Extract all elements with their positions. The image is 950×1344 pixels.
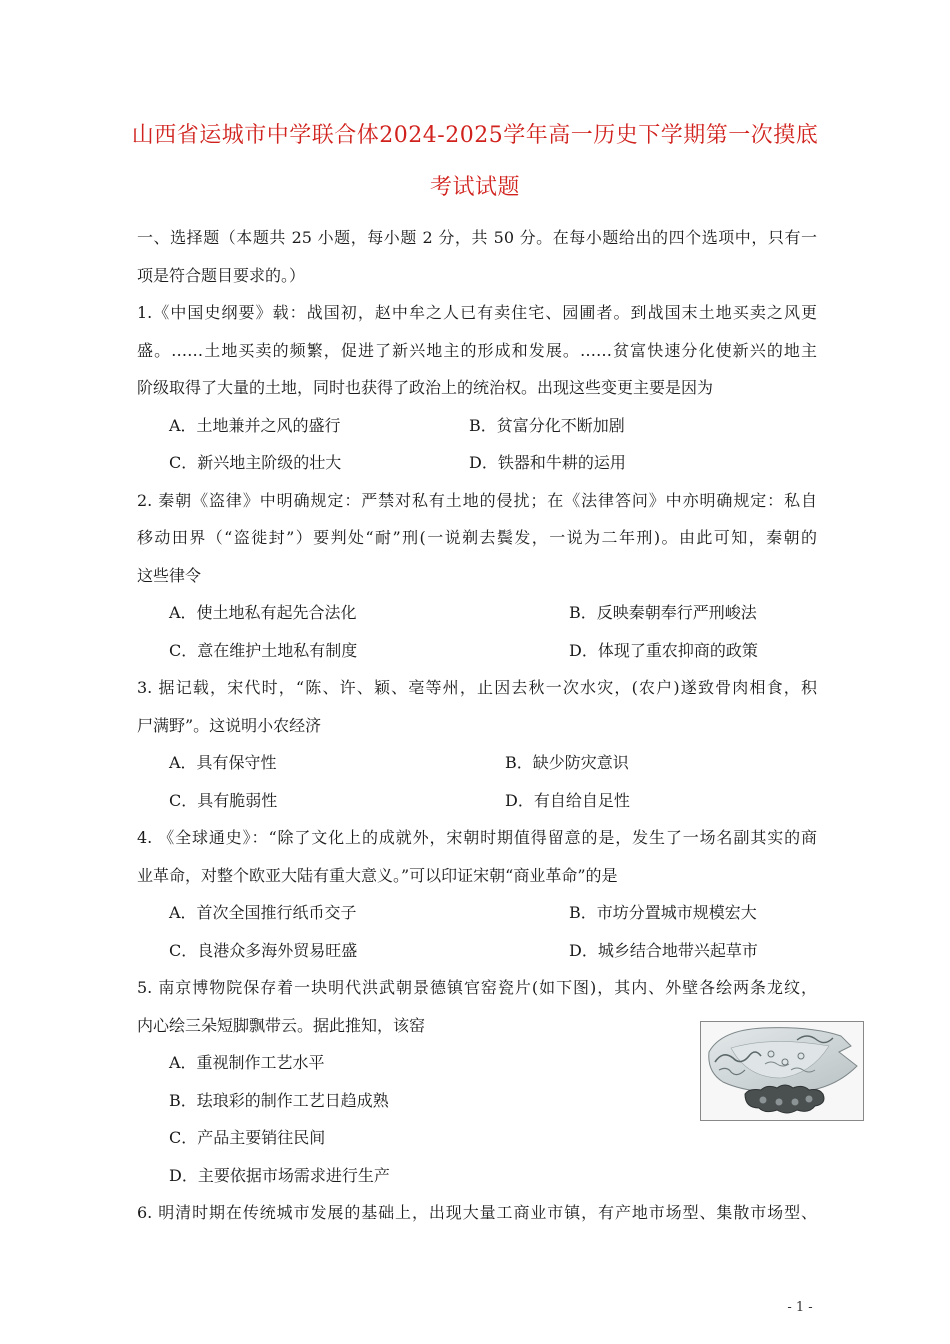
q5-option-d-row: [137, 1157, 817, 1195]
q1-stem-line-1: 1.《中国史纲要》载：战国初，赵中牟之人已有卖住宅、园圃者。到战国末土地买卖之风更: [137, 303, 817, 322]
q3-option-a[interactable]: A．具有保守性: [169, 753, 277, 772]
q1-options-row-1: [137, 407, 817, 445]
q1-option-d[interactable]: D．铁器和牛耕的运用: [469, 453, 626, 472]
q1-option-c[interactable]: C．新兴地主阶级的壮大: [169, 453, 342, 472]
page-title-line-2: 考试试题: [429, 175, 520, 200]
q4-option-d[interactable]: D．城乡结合地带兴起草市: [569, 940, 758, 960]
q6-stem-line-1: 6. 明清时期在传统城市发展的基础上，出现大量工商业市镇，有产地市场型、集散市场型、: [137, 1203, 817, 1222]
q2-option-a[interactable]: A．使土地私有起先合法化: [169, 603, 357, 622]
q2-option-d[interactable]: D．体现了重农抑商的政策: [569, 640, 758, 660]
q3-stem-line-2: 尸满野”。这说明小农经济: [137, 715, 322, 735]
q3-options-row-2: [137, 782, 817, 820]
q2-option-c[interactable]: C．意在维护土地私有制度: [169, 640, 358, 660]
q5-option-c-row: [137, 1119, 817, 1157]
q5-option-b[interactable]: B．珐琅彩的制作工艺日趋成熟: [169, 1090, 389, 1110]
q3-option-d[interactable]: D．有自给自足性: [505, 790, 630, 810]
q5-option-c[interactable]: C．产品主要销往民间: [169, 1128, 326, 1147]
q3-stem-line-1: 3. 据记载，宋代时，“陈、许、颖、亳等州，止因去秋一次水灾，(农户)遂致骨肉相食，积: [137, 678, 817, 697]
q2-stem-line-3: 这些律令: [137, 565, 202, 585]
q3-options-row-1: [137, 744, 817, 782]
page-number: - 1 -: [787, 1300, 813, 1315]
q3-option-b[interactable]: B．缺少防灾意识: [505, 753, 629, 772]
q2-stem-line-2: 移动田界（“盗徙封”）要判处“耐”刑(一说剃去鬓发，一说为二年刑)。由此可知，秦朝的: [137, 528, 817, 547]
q2-option-b[interactable]: B．反映秦朝奉行严刑峻法: [569, 603, 757, 622]
q1-options-row-2: [137, 444, 817, 482]
q1-option-a[interactable]: A．土地兼并之风的盛行: [169, 415, 341, 435]
q4-options-row-1: [137, 894, 817, 932]
q4-option-a[interactable]: A．首次全国推行纸币交子: [169, 903, 357, 922]
porcelain-shard-image: [700, 1021, 864, 1121]
porcelain-shard-icon: [701, 1022, 863, 1120]
section-instruction-line-1: 一、选择题（本题共 25 小题，每小题 2 分，共 50 分。在每小题给出的四个选项中，只有一: [137, 228, 817, 247]
q5-stem-line-2: 内心绘三朵短脚飘带云。据此推知，该窑: [137, 1015, 426, 1035]
page-title-line-1: 山西省运城市中学联合体2024-2025学年高一历史下学期第一次摸底: [131, 123, 819, 148]
q1-stem-line-3: 阶级取得了大量的土地，同时也获得了政治上的统治权。出现这些变更主要是因为: [137, 378, 714, 397]
q5-stem-line-1: 5. 南京博物院保存着一块明代洪武朝景德镇官窑瓷片(如下图)，其内、外壁各绘两条龙纹，: [137, 978, 817, 997]
q4-stem-line-2: 业革命，对整个欧亚大陆有重大意义。”可以印证宋朝“商业革命”的是: [137, 865, 618, 885]
q1-stem-line-2: 盛。……土地买卖的频繁，促进了新兴地主的形成和发展。……贫富快速分化使新兴的地主: [137, 340, 817, 360]
q3-option-c[interactable]: C．具有脆弱性: [169, 790, 278, 810]
q4-options-row-2: [137, 932, 817, 970]
q5-option-d[interactable]: D．主要依据市场需求进行生产: [169, 1165, 390, 1185]
q2-options-row-1: [137, 594, 817, 632]
q4-stem-line-1: 4. 《全球通史》：“除了文化上的成就外，宋朝时期值得留意的是，发生了一场名副其实的商: [137, 828, 817, 847]
q2-options-row-2: [137, 632, 817, 670]
q1-option-b[interactable]: B．贫富分化不断加剧: [469, 415, 625, 435]
q2-stem-line-1: 2. 秦朝《盗律》中明确规定：严禁对私有土地的侵扰；在《法律答问》中亦明确规定：私自: [137, 490, 817, 510]
section-instruction-line-2: 项是符合题目要求的。）: [137, 265, 306, 285]
q5-option-a[interactable]: A．重视制作工艺水平: [169, 1053, 325, 1072]
q4-option-b[interactable]: B．市坊分置城市规模宏大: [569, 903, 757, 922]
q4-option-c[interactable]: C．良港众多海外贸易旺盛: [169, 940, 358, 960]
